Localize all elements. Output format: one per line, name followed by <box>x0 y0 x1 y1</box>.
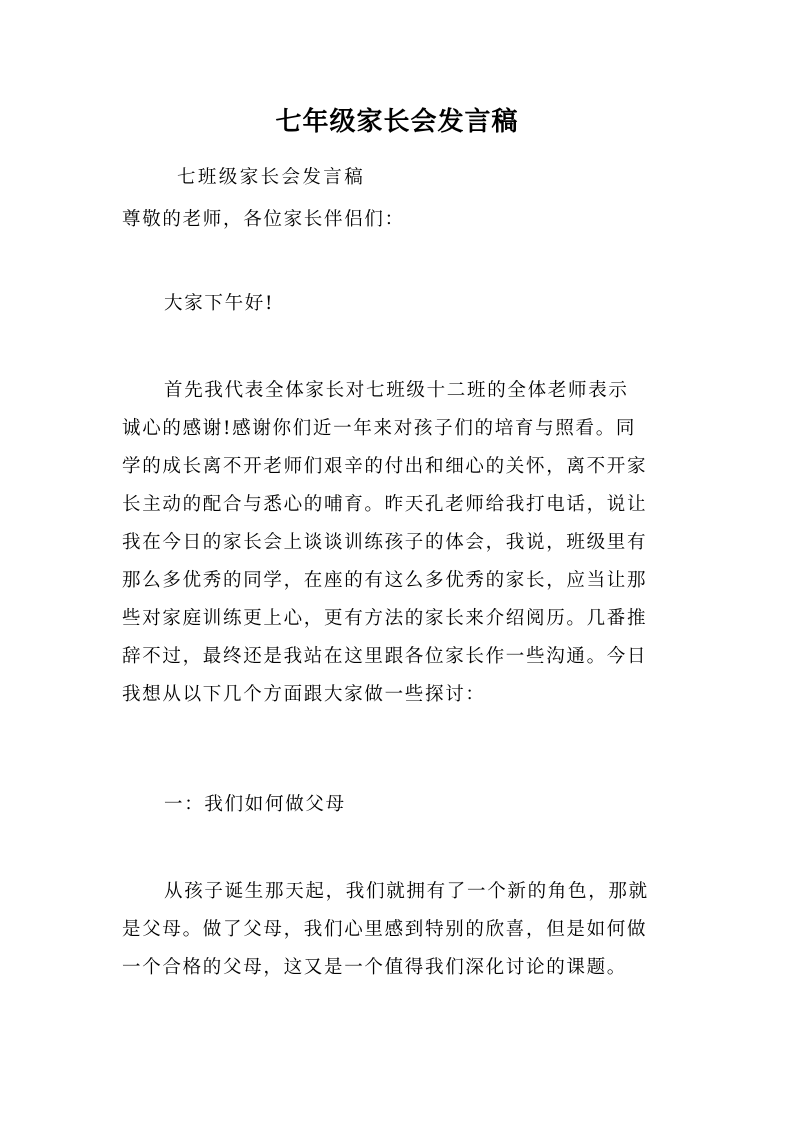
paragraph-line: 我想从以下几个方面跟大家做一些探讨： <box>122 684 486 705</box>
paragraph-line: 首先我代表全体家长对七班级十二班的全体老师表示 <box>164 380 629 401</box>
paragraph-line: 我在今日的家长会上谈谈训练孩子的体会，我说，班级里有 <box>122 532 648 553</box>
paragraph-line: 长主动的配合与悉心的哺育。昨天孔老师给我打电话，说让 <box>122 494 648 515</box>
paragraph-line: 是父母。做了父母，我们心里感到特别的欣喜，但是如何做 <box>122 919 648 940</box>
paragraph-line: 那么多优秀的同学，在座的有这么多优秀的家长，应当让那 <box>122 570 648 591</box>
paragraph-line: 辞不过，最终还是我站在这里跟各位家长作一些沟通。今日 <box>122 646 648 667</box>
paragraph-parents <box>122 873 682 987</box>
document-subtitle: 七班级家长会发言稿 <box>177 167 366 188</box>
paragraph-intro <box>122 372 682 714</box>
paragraph-line: 学的成长离不开老师们艰辛的付出和细心的关怀，离不开家 <box>122 456 648 477</box>
paragraph-line: 些对家庭训练更上心，更有方法的家长来介绍阅历。几番推 <box>122 608 648 629</box>
salutation: 尊敬的老师，各位家长伴侣们： <box>122 209 405 230</box>
paragraph-line: 一个合格的父母，这又是一个值得我们深化讨论的课题。 <box>122 957 628 978</box>
greeting: 大家下午好! <box>164 293 275 314</box>
section-heading: 一：我们如何做父母 <box>164 794 346 815</box>
document-title: 七年级家长会发言稿 <box>275 107 519 137</box>
paragraph-line: 诚心的感谢!感谢你们近一年来对孩子们的培育与照看。同 <box>122 418 637 439</box>
paragraph-line: 从孩子诞生那天起，我们就拥有了一个新的角色，那就 <box>164 881 649 902</box>
